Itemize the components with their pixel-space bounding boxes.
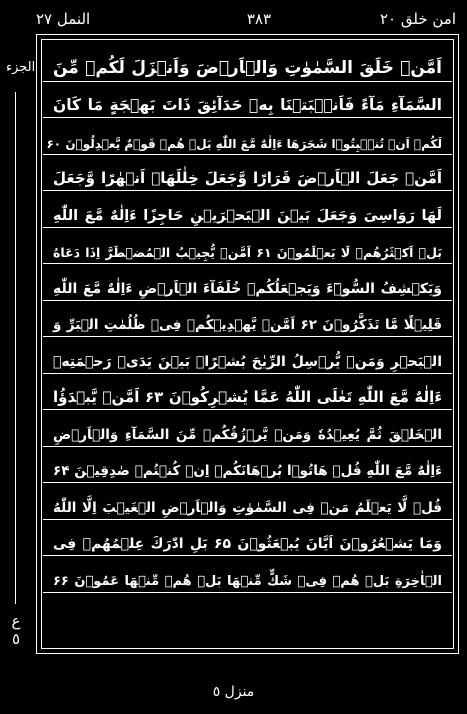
text-line bbox=[43, 228, 452, 265]
text-line-content: اَمَّنۡ خَلَقَ السَّمٰوٰتِ وَالۡاَرۡضَ وَاَنۡزَلَ لَكُمۡ مِّنَ bbox=[53, 57, 442, 78]
margin-rule bbox=[15, 92, 16, 604]
text-line bbox=[43, 301, 452, 338]
text-line-content: ءَاِلٰهٌ مَّعَ اللّٰهِ قُلۡ هَاتُوۡا بُرۡهَانَكُمۡ اِنۡ كُنۡتُمۡ صٰدِقِيۡنَ ۶۴ bbox=[53, 463, 442, 479]
text-line-content: لَهَا رَوَاسِىَ وَجَعَلَ بَيۡنَ الۡبَحۡرَيۡنِ حَاجِزًا ءَاِلٰهٌ مَّعَ اللّٰهِ bbox=[53, 207, 442, 224]
text-line bbox=[43, 337, 452, 374]
text-line bbox=[43, 82, 452, 119]
juz-label: امن خلق ٢٠ bbox=[379, 10, 456, 28]
text-line-content: وَمَا يَشۡعُرُوۡنَ اَيَّانَ يُبۡعَثُوۡنَ ۶۵ بَلِ ادّٰرَكَ عِلۡمُهُمۡ فِى bbox=[53, 536, 442, 552]
quran-text-block bbox=[43, 45, 452, 593]
text-line-content: بَلۡ اَكۡثَرُهُمۡ لَا يَعۡلَمُوۡنَ ۶۱ اَمَّنۡ يُّجِيۡبُ الۡمُضۡطَرَّ اِذَا دَعَاهُ bbox=[53, 245, 442, 260]
manzil-label: منزل ٥ bbox=[212, 684, 255, 700]
text-line bbox=[43, 520, 452, 557]
text-line-content: لَكُمۡ اَنۡ تُنۡۢبِتُوۡا شَجَرَهَا ءَاِلٰهٌ مَّعَ اللّٰهِ بَلۡ هُمۡ قَوۡمٌ يَّعۡدِلُوۡنَ ۶۰ bbox=[46, 136, 442, 151]
page-number: ٣٨٣ bbox=[246, 10, 271, 28]
text-line-content: الۡاٰخِرَةِ بَلۡ هُمۡ فِىۡ شَكٍّ مِّنۡهَا بَلۡ هُمۡ مِّنۡهَا عَمُوۡنَ ۶۶ bbox=[53, 573, 442, 589]
text-line bbox=[43, 264, 452, 301]
text-line bbox=[43, 556, 452, 593]
page-header bbox=[36, 8, 456, 32]
margin-juz-marker: الجزء bbox=[6, 60, 36, 75]
text-line-content: الۡخَلۡقَ ثُمَّ يُعِيۡدُهٗ وَمَنۡ يَّرۡزُقُكُمۡ مِّنَ السَّمَآءِ وَالۡاَرۡضِ bbox=[53, 426, 442, 443]
text-line bbox=[43, 447, 452, 484]
text-line-content: ءَاِلٰهٌ مَّعَ اللّٰهِ تَعٰلَى اللّٰهُ عَمَّا يُشۡرِكُوۡنَ ۶۳ اَمَّنۡ يَّبۡدَؤُا bbox=[53, 388, 442, 406]
text-line bbox=[43, 118, 452, 155]
margin-ruku-marker: ع ٥ bbox=[11, 612, 21, 648]
text-line-content: وَيَكۡشِفُ السُّوۡٓءَ وَيَجۡعَلُكُمۡ خُلَفَآءَ الۡاَرۡضِ ءَاِلٰهٌ مَّعَ اللّٰهِ bbox=[53, 280, 442, 297]
text-line-content: السَّمَآءِ مَآءً فَاَنۡۢبَتۡنَا بِهٖ حَدَآئِقَ ذَاتَ بَهۡجَةٍ مَا كَانَ bbox=[53, 96, 442, 114]
text-line bbox=[43, 191, 452, 228]
text-line bbox=[43, 45, 452, 82]
text-line bbox=[43, 410, 452, 447]
text-line-content: الۡبَحۡرِ وَمَنۡ يُّرۡسِلُ الرِّيٰحَ بُشۡرًاۢ بَيۡنَ يَدَىۡ رَحۡمَتِهٖ bbox=[53, 353, 442, 370]
text-line bbox=[43, 483, 452, 520]
text-frame bbox=[36, 34, 459, 654]
text-line-content: اَمَّنۡ جَعَلَ الۡاَرۡضَ قَرَارًا وَّجَعَلَ خِلٰلَهَاۤ اَنۡهٰرًا وَّجَعَلَ bbox=[53, 169, 442, 187]
surah-label: النمل ٢٧ bbox=[36, 10, 91, 28]
text-line bbox=[43, 374, 452, 411]
text-line bbox=[43, 155, 452, 192]
text-line-content: قَلِيۡلًا مَّا تَذَكَّرُوۡنَ ۶۲ اَمَّنۡ يَّهۡدِيۡكُمۡ فِىۡ ظُلُمٰتِ الۡبَرِّ وَ bbox=[53, 317, 443, 333]
text-line-content: قُلۡ لَّا يَعۡلَمُ مَنۡ فِى السَّمٰوٰتِ وَالۡاَرۡضِ الۡغَيۡبَ اِلَّا اللّٰهُ bbox=[53, 499, 442, 516]
